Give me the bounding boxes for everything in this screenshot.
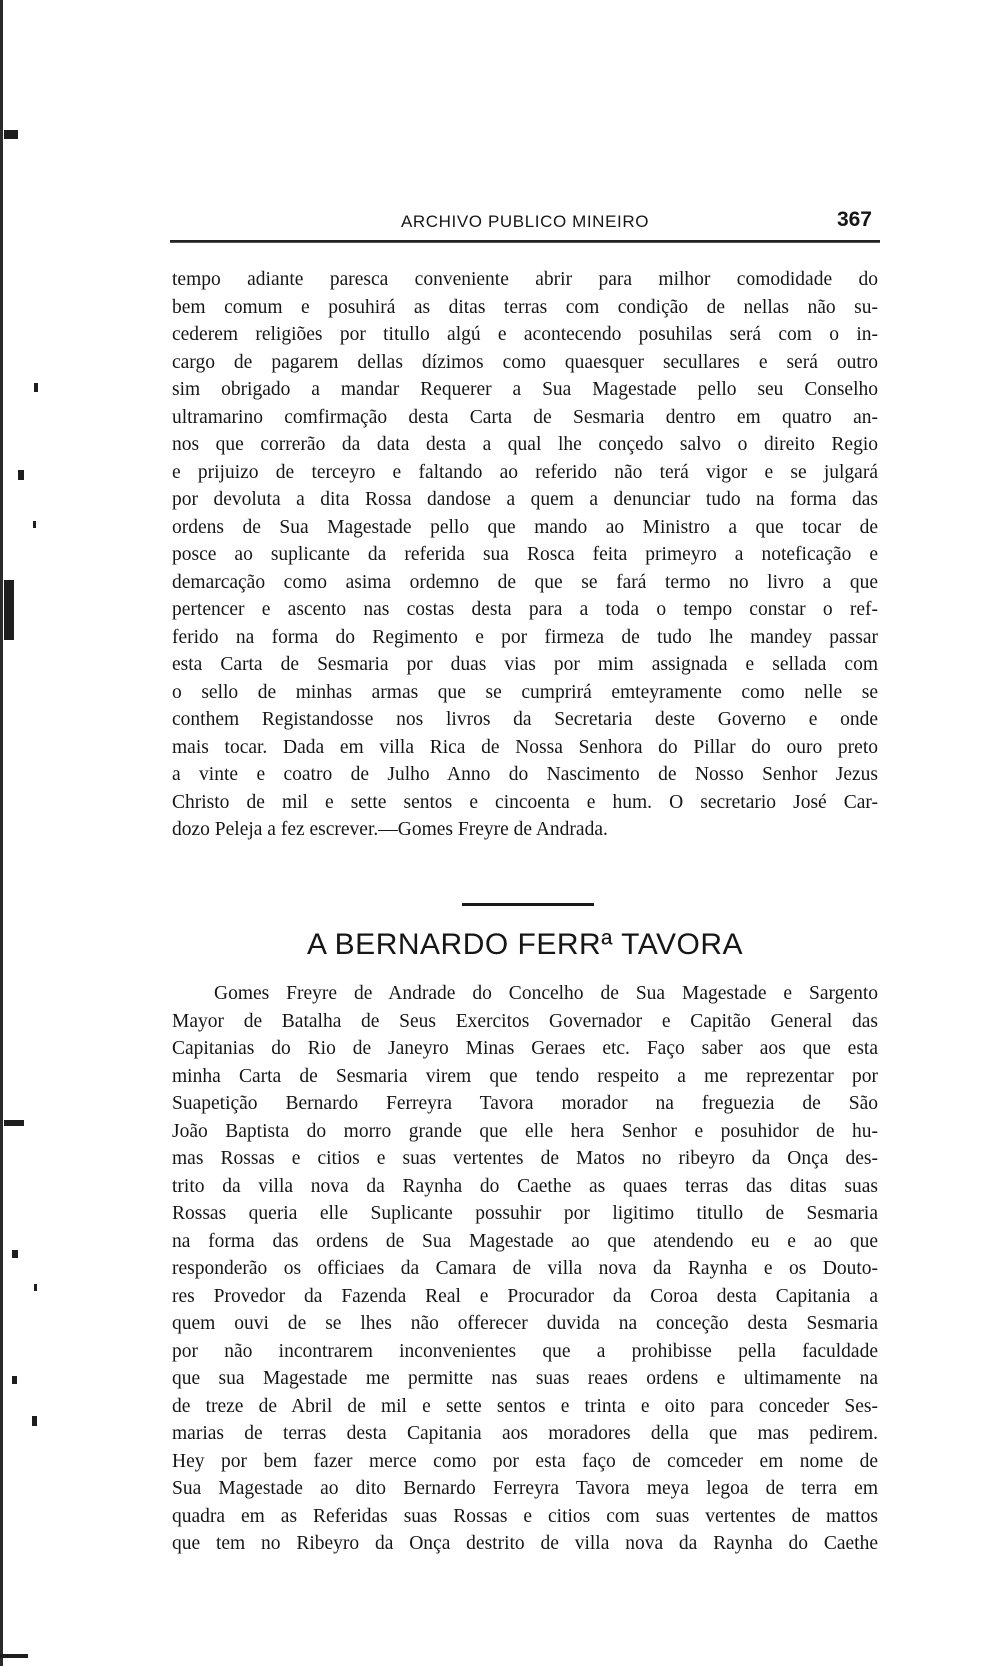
text-line: sim obrigado a mandar Requerer a Sua Magestade pello seu Conselho [172, 379, 878, 400]
paragraph-continued [172, 266, 878, 844]
text-line: de treze de Abril de mil e sette sentos e trinta e oito para conceder Ses- [172, 1395, 878, 1417]
text-line: na forma das ordens de Sua Magestade ao que atendendo eu e ao que [172, 1230, 878, 1252]
margin-speck [34, 1284, 37, 1291]
text-line: a vinte e coatro de Julho Anno do Nascimento de Nosso Senhor Jezus [172, 764, 878, 785]
text-line: Christo de mil e sette sentos e cincoenta e hum. O secretario José Car- [172, 791, 878, 813]
margin-speck [32, 1416, 37, 1426]
text-line: quem ouvi de se lhes não offerecer duvida na conceção desta Sesmaria [172, 1313, 878, 1334]
margin-speck [12, 1250, 18, 1258]
text-line: mas Rossas e citios e suas vertentes de Matos no ribeyro da Onça des- [172, 1148, 878, 1169]
text-line: ferido na forma do Regimento e por firmeza de tudo lhe mandey passar [172, 626, 878, 648]
text-line: quadra em as Referidas suas Rossas e citios com suas vertentes de mattos [172, 1505, 878, 1527]
section-divider [462, 903, 594, 906]
text-line: cederem religiões por titullo algú e acontecendo posuhilas será com o in- [172, 324, 878, 345]
text-line: Gomes Freyre de Andrade do Concelho de Sua Magestade e Sargento [214, 983, 878, 1004]
text-line: ordens de Sua Magestade pello que mando ao Ministro a que tocar de [172, 516, 878, 538]
text-line: ultramarino comfirmação desta Carta de Sesmaria dentro em quatro an- [172, 406, 878, 428]
header-rule [170, 240, 880, 243]
text-line: mais tocar. Dada em villa Rica de Nossa Senhora do Pillar do ouro preto [172, 736, 878, 758]
margin-speck [4, 130, 18, 139]
text-line: cargo de pagarem dellas dízimos como quaesquer secullares e será outro [172, 351, 878, 373]
text-line: marias de terras desta Capitania aos moradores della que mas pedirem. [172, 1423, 878, 1444]
text-line: res Provedor da Fazenda Real e Procurador da Coroa desta Capitania a [172, 1285, 878, 1307]
margin-speck [33, 521, 36, 528]
text-line: responderão os officiaes da Camara de villa nova da Raynha e os Douto- [172, 1258, 878, 1279]
text-line: o sello de minhas armas que se cumprirá emteyramente como nelle se [172, 681, 878, 703]
text-line: nos que correrão da data desta a qual lhe conçedo salvo o direito Regio [172, 434, 878, 455]
text-line: por não incontrarem inconvenientes que a prohibisse pella faculdade [172, 1340, 878, 1362]
text-line: pertencer e ascento nas costas desta para a toda o tempo constar o ref- [172, 599, 878, 620]
text-line: Rossas queria elle Suplicante possuhir por ligitimo titullo de Sesmaria [172, 1203, 878, 1224]
text-line: dozo Peleja a fez escrever.—Gomes Freyre de Andrada. [172, 819, 608, 840]
text-line: João Baptista do morro grande que elle hera Senhor e posuhidor de hu- [172, 1120, 878, 1142]
margin-speck [18, 470, 24, 480]
text-line: Mayor de Batalha de Seus Exercitos Governador e Capitão General das [172, 1010, 878, 1032]
scan-edge [0, 0, 3, 1666]
margin-speck [4, 580, 14, 640]
text-line: bem comum e posuhirá as ditas terras com condição de nellas não su- [172, 296, 878, 318]
margin-speck [4, 1120, 24, 1126]
paragraph-body [172, 980, 878, 1558]
margin-speck [34, 383, 38, 392]
text-line: conthem Registandosse nos livros da Secretaria deste Governo e onde [172, 709, 878, 730]
text-line: minha Carta de Sesmaria virem que tendo respeito a me reprezentar por [172, 1065, 878, 1087]
text-line: Capitanias do Rio de Janeyro Minas Geraes etc. Faço saber aos que esta [172, 1038, 878, 1059]
text-line: que sua Magestade me permitte nas suas reaes ordens e ultimamente na [172, 1368, 878, 1389]
text-line: Sua Magestade ao dito Bernardo Ferreyra Tavora meya legoa de terra em [172, 1478, 878, 1499]
page-number: 367 [836, 208, 872, 231]
text-line: por devoluta a dita Rossa dandose a quem a denunciar tudo na forma das [172, 489, 878, 510]
margin-speck [0, 1654, 28, 1658]
text-line: posce ao suplicante da referida sua Rosca feita primeyro a noteficação e [172, 544, 878, 565]
text-line: tempo adiante paresca conveniente abrir para milhor comodidade do [172, 269, 878, 290]
section-heading: A BERNARDO FERRª TAVORA [306, 928, 743, 961]
text-line: Suapetição Bernardo Ferreyra Tavora morador na freguezia de São [172, 1093, 878, 1114]
text-line: que tem no Ribeyro da Onça destrito de villa nova da Raynha do Caethe [172, 1533, 878, 1554]
margin-speck [12, 1376, 17, 1384]
text-line: Hey por bem fazer merce como por esta faço de comceder em nome de [172, 1450, 878, 1472]
text-line: trito da villa nova da Raynha do Caethe as quaes terras das ditas suas [172, 1175, 878, 1197]
page-header [170, 208, 880, 238]
running-head: ARCHIVO PUBLICO MINEIRO [400, 212, 650, 231]
text-line: esta Carta de Sesmaria por duas vias por mim assignada e sellada com [172, 654, 878, 675]
text-line: e prijuizo de terceyro e faltando ao referido não terá vigor e se julgará [172, 461, 878, 483]
text-line: demarcação como asima ordemno de que se fará termo no livro a que [172, 571, 878, 593]
